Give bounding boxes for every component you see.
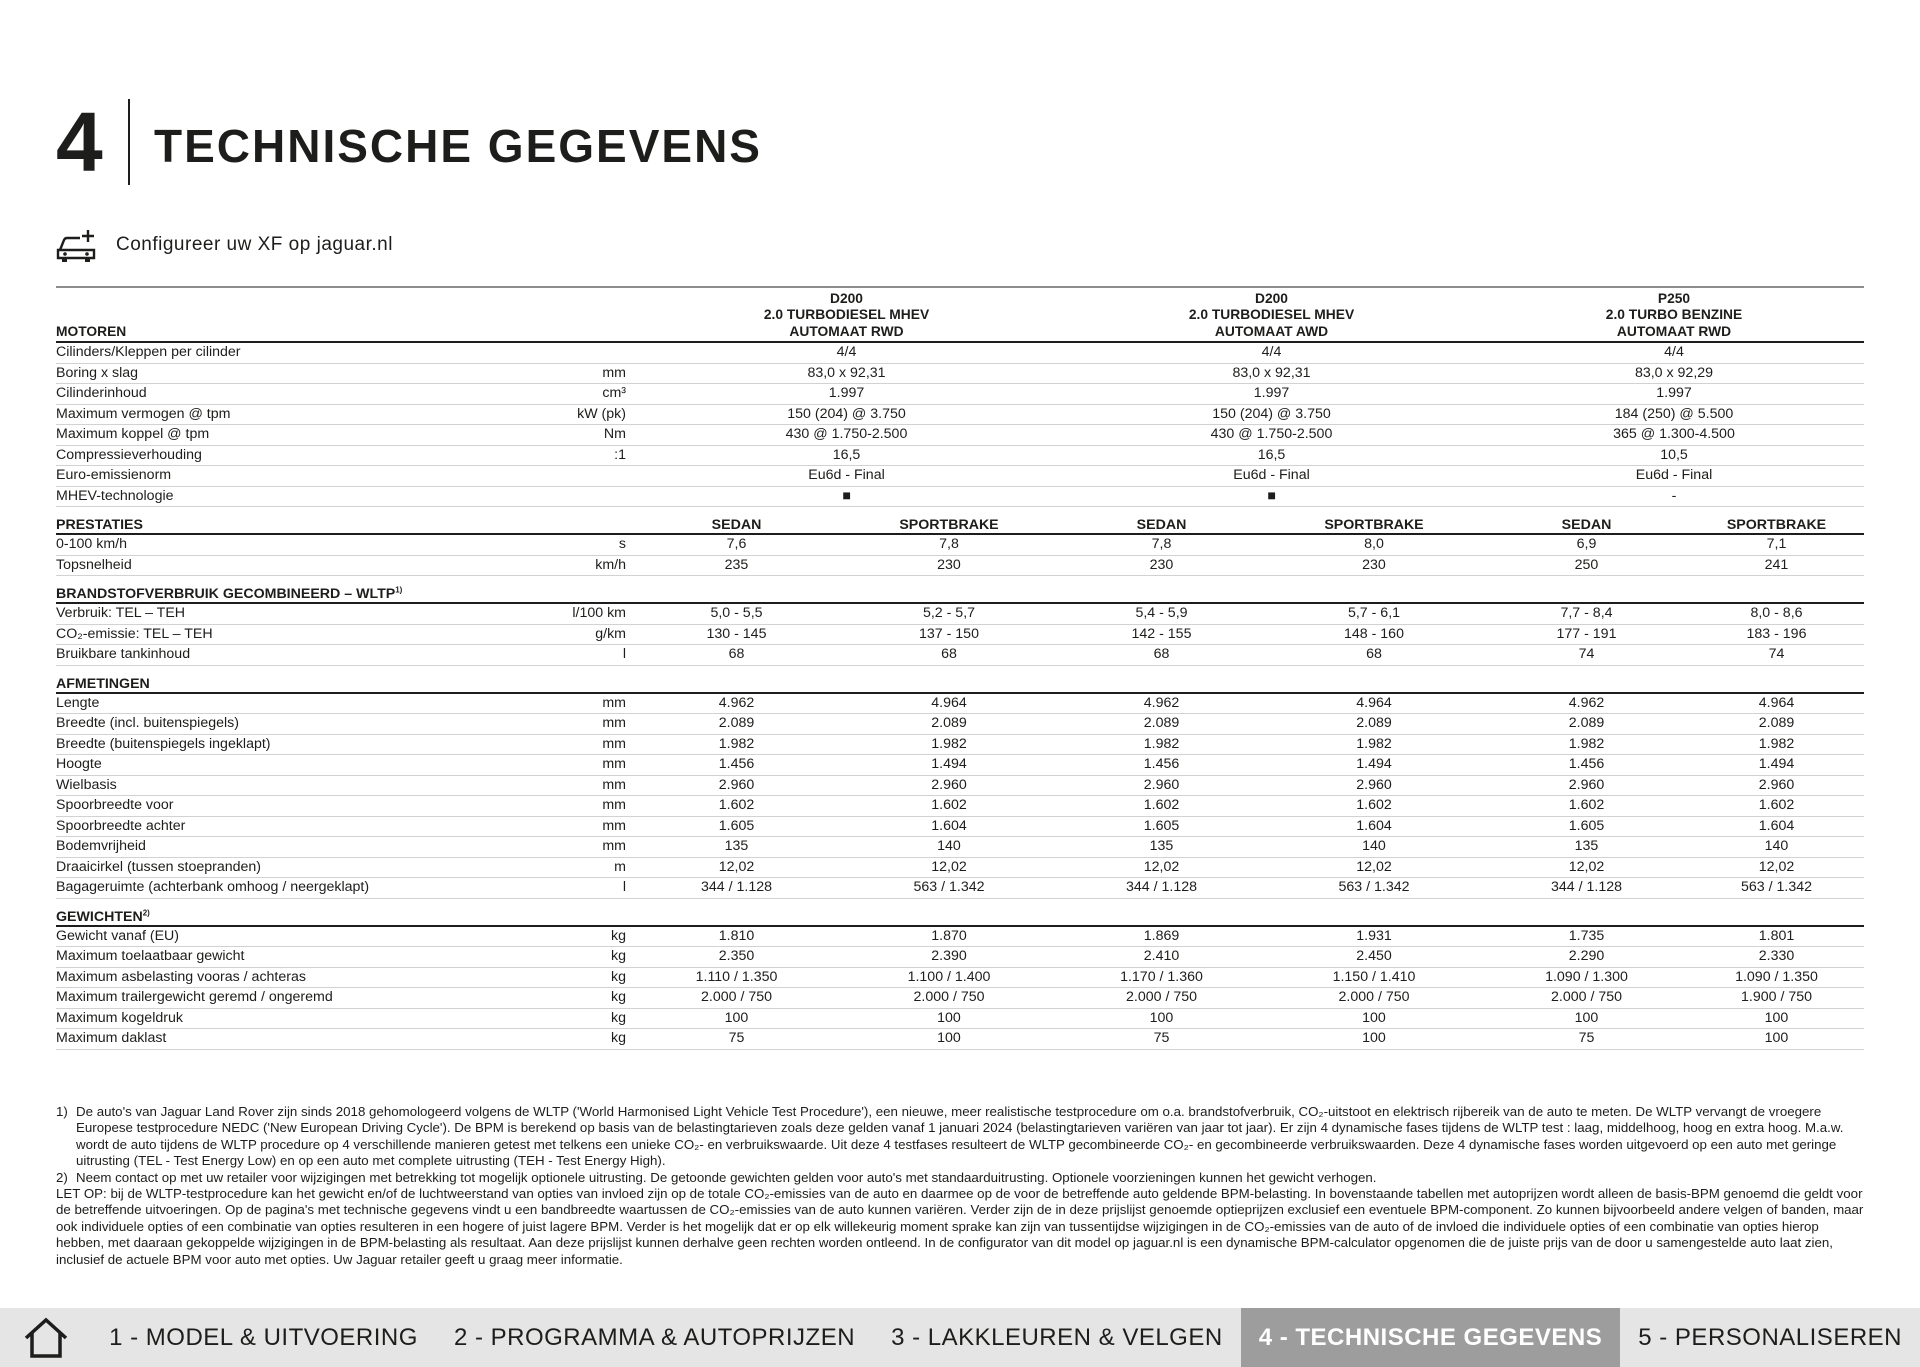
table-cell: 2.960 xyxy=(1689,775,1864,796)
table-cell: 1.931 xyxy=(1264,926,1484,947)
table-cell: 1.602 xyxy=(1689,796,1864,817)
row-unit: mm xyxy=(468,775,634,796)
body-type-header: SEDAN xyxy=(1059,507,1264,535)
table-cell: 4.962 xyxy=(1484,693,1689,714)
row-unit: mm xyxy=(468,734,634,755)
table-cell: 1.605 xyxy=(1059,816,1264,837)
row-unit: mm xyxy=(468,755,634,776)
table-cell: 4/4 xyxy=(1059,342,1484,363)
table-cell: 1.602 xyxy=(1264,796,1484,817)
table-row xyxy=(56,857,1864,878)
table-cell: 5,4 - 5,9 xyxy=(1059,603,1264,624)
table-cell: 4.964 xyxy=(1264,693,1484,714)
table-cell: 1.170 / 1.360 xyxy=(1059,967,1264,988)
table-row xyxy=(56,878,1864,899)
prestaties-header-row xyxy=(56,507,1864,535)
table-cell: 344 / 1.128 xyxy=(634,878,839,899)
table-cell: 68 xyxy=(1059,645,1264,666)
table-cell: 135 xyxy=(1484,837,1689,858)
row-unit: :1 xyxy=(468,445,634,466)
table-cell: 2.089 xyxy=(1059,714,1264,735)
engine-column-header: D200 2.0 TURBODIESEL MHEV AUTOMAAT RWD xyxy=(634,287,1059,342)
table-cell: 68 xyxy=(634,645,839,666)
table-cell: 12,02 xyxy=(1264,857,1484,878)
table-cell: 6,9 xyxy=(1484,534,1689,555)
table-cell: 148 - 160 xyxy=(1264,624,1484,645)
table-cell: 83,0 x 92,31 xyxy=(1059,363,1484,384)
row-unit: mm xyxy=(468,796,634,817)
row-unit: kg xyxy=(468,947,634,968)
table-row xyxy=(56,714,1864,735)
row-label: Cilinderinhoud xyxy=(56,384,468,405)
table-row xyxy=(56,775,1864,796)
table-cell: 2.000 / 750 xyxy=(1264,988,1484,1009)
table-cell: 1.602 xyxy=(634,796,839,817)
nav-home-button[interactable] xyxy=(0,1308,91,1367)
table-row xyxy=(56,404,1864,425)
table-cell: 8,0 xyxy=(1264,534,1484,555)
section-title-brandstof: BRANDSTOFVERBRUIK GECOMBINEERD – WLTP$^{1)}$ xyxy=(56,576,634,604)
row-label: Hoogte xyxy=(56,755,468,776)
row-label: Verbruik: TEL – TEH xyxy=(56,603,468,624)
table-row xyxy=(56,755,1864,776)
table-cell: 16,5 xyxy=(634,445,1059,466)
table-row xyxy=(56,837,1864,858)
table-row xyxy=(56,734,1864,755)
body-type-header: SPORTBRAKE xyxy=(839,507,1059,535)
table-cell: 1.997 xyxy=(1484,384,1864,405)
table-cell: 1.604 xyxy=(1264,816,1484,837)
table-cell: 100 xyxy=(1689,1029,1864,1050)
table-cell: Eu6d - Final xyxy=(1484,466,1864,487)
footnote: 1) De auto's van Jaguar Land Rover zijn sinds 2018 gehomologeerd volgens de WLTP ('World Harmonised Light Vehicle Test Procedure'), een nieuwe, meer realistische testprocedure om o.a. brandstofverbruik, CO₂-uitstoot en elektrisch rijbereik van de auto te meten. De WLTP vervangt de vroegere Europese testprocedure NEDC ('New European Driving Cycle'). De BPM is berekend op basis van de belastingtarieven zoals deze gelden vanaf 1 januari 2024 (belastingtarieven variëren van jaar tot jaar). Er zijn 4 dynamische fases tijdens de WLTP test : laag, middelhoog, hoog en extra hoog. M.a.w. wordt de auto tijdens de WLTP procedure op 4 verschillende manieren getest met telkens een unieke CO₂- en verbruikswaarde. Uit deze 4 testfases resulteert de WLTP gecombineerde CO₂- en gecombineerde verbruikswaarden. Deze 4 dynamische fases worden uitgevoerd op een auto met geringe uitrusting (TEL - Test Energy Low) en op een auto met complete uitrusting (TEH - Test Energy High). xyxy=(56,1104,1844,1169)
table-cell: 2.960 xyxy=(1484,775,1689,796)
table-cell: 2.960 xyxy=(839,775,1059,796)
table-cell: 2.960 xyxy=(1059,775,1264,796)
table-cell: 1.900 / 750 xyxy=(1689,988,1864,1009)
section-title-gewichten: GEWICHTEN$^{2)}$ xyxy=(56,898,634,926)
table-cell: 4/4 xyxy=(1484,342,1864,363)
row-unit: mm xyxy=(468,363,634,384)
row-unit: mm xyxy=(468,693,634,714)
table-cell: 2.000 / 750 xyxy=(1059,988,1264,1009)
section-title-prestaties: PRESTATIES xyxy=(56,507,468,535)
bottom-nav xyxy=(0,1308,1920,1367)
table-cell: 2.000 / 750 xyxy=(839,988,1059,1009)
table-cell: 1.090 / 1.300 xyxy=(1484,967,1689,988)
table-cell: 83,0 x 92,31 xyxy=(634,363,1059,384)
table-row xyxy=(56,555,1864,576)
table-cell: 2.089 xyxy=(1484,714,1689,735)
prestaties-section xyxy=(56,534,1864,576)
table-row xyxy=(56,988,1864,1009)
table-row xyxy=(56,1029,1864,1050)
table-cell: 7,1 xyxy=(1689,534,1864,555)
table-cell: 2.089 xyxy=(1264,714,1484,735)
table-cell: 1.605 xyxy=(1484,816,1689,837)
table-cell: 1.100 / 1.400 xyxy=(839,967,1059,988)
row-unit xyxy=(468,466,634,487)
table-cell: 100 xyxy=(839,1008,1059,1029)
table-cell: 10,5 xyxy=(1484,445,1864,466)
table-cell: 74 xyxy=(1689,645,1864,666)
row-label: Maximum kogeldruk xyxy=(56,1008,468,1029)
table-cell: 2.450 xyxy=(1264,947,1484,968)
table-row xyxy=(56,445,1864,466)
nav-item-technische-gegevens[interactable]: 4 - TECHNISCHE GEGEVENS xyxy=(1241,1308,1621,1367)
table-cell: 2.000 / 750 xyxy=(634,988,839,1009)
row-label: 0-100 km/h xyxy=(56,534,468,555)
section-title-afmetingen: AFMETINGEN xyxy=(56,665,634,693)
table-cell: 68 xyxy=(1264,645,1484,666)
home-icon xyxy=(23,1317,69,1359)
row-unit: l xyxy=(468,645,634,666)
table-cell: 241 xyxy=(1689,555,1864,576)
row-label: Boring x slag xyxy=(56,363,468,384)
table-cell: 83,0 x 92,29 xyxy=(1484,363,1864,384)
table-cell: 5,2 - 5,7 xyxy=(839,603,1059,624)
row-label: Maximum asbelasting vooras / achteras xyxy=(56,967,468,988)
table-cell: ■ xyxy=(1059,486,1484,507)
row-unit: s xyxy=(468,534,634,555)
row-label: Maximum trailergewicht geremd / ongeremd xyxy=(56,988,468,1009)
table-cell: 184 (250) @ 5.500 xyxy=(1484,404,1864,425)
row-unit: Nm xyxy=(468,425,634,446)
table-row xyxy=(56,624,1864,645)
table-row xyxy=(56,947,1864,968)
row-unit: kg xyxy=(468,926,634,947)
table-cell: 1.997 xyxy=(1059,384,1484,405)
table-cell: 100 xyxy=(1689,1008,1864,1029)
afmetingen-section xyxy=(56,693,1864,899)
table-row xyxy=(56,425,1864,446)
table-cell: 183 - 196 xyxy=(1689,624,1864,645)
table-row xyxy=(56,486,1864,507)
table-cell: 1.605 xyxy=(634,816,839,837)
table-row xyxy=(56,645,1864,666)
table-cell: 100 xyxy=(839,1029,1059,1050)
nav-item-personaliseren[interactable]: 5 - PERSONALISEREN xyxy=(1638,1323,1902,1351)
table-cell: Eu6d - Final xyxy=(1059,466,1484,487)
row-unit: cm³ xyxy=(468,384,634,405)
table-row xyxy=(56,603,1864,624)
row-label: Spoorbreedte achter xyxy=(56,816,468,837)
table-cell: 1.494 xyxy=(1689,755,1864,776)
table-cell: 75 xyxy=(1484,1029,1689,1050)
table-cell: 430 @ 1.750-2.500 xyxy=(1059,425,1484,446)
table-cell: 12,02 xyxy=(1059,857,1264,878)
configure-link[interactable] xyxy=(56,228,393,262)
row-unit: l xyxy=(468,878,634,899)
page-title: TECHNISCHE GEGEVENS xyxy=(154,120,762,172)
row-label: Gewicht vanaf (EU) xyxy=(56,926,468,947)
table-cell: 7,6 xyxy=(634,534,839,555)
engine-column-header: D200 2.0 TURBODIESEL MHEV AUTOMAAT AWD xyxy=(1059,287,1484,342)
table-row xyxy=(56,796,1864,817)
table-cell: 2.089 xyxy=(839,714,1059,735)
table-cell: 2.350 xyxy=(634,947,839,968)
table-cell: 68 xyxy=(839,645,1059,666)
gewichten-section xyxy=(56,926,1864,1050)
table-cell: 4.964 xyxy=(839,693,1059,714)
row-label: Bagageruimte (achterbank omhoog / neergeklapt) xyxy=(56,878,468,899)
table-cell: 135 xyxy=(1059,837,1264,858)
row-unit xyxy=(468,342,634,363)
table-cell: 1.870 xyxy=(839,926,1059,947)
spec-table xyxy=(56,286,1864,1050)
footnotes xyxy=(56,1104,1864,1268)
table-cell: 4.962 xyxy=(1059,693,1264,714)
body-type-header: SEDAN xyxy=(634,507,839,535)
table-cell: 177 - 191 xyxy=(1484,624,1689,645)
table-cell: 5,0 - 5,5 xyxy=(634,603,839,624)
row-label: Euro-emissienorm xyxy=(56,466,468,487)
row-label: Bodemvrijheid xyxy=(56,837,468,858)
table-cell: 430 @ 1.750-2.500 xyxy=(634,425,1059,446)
engine-header-row xyxy=(56,287,1864,342)
row-label: Compressieverhouding xyxy=(56,445,468,466)
table-cell: 1.602 xyxy=(1059,796,1264,817)
row-label: Maximum vermogen @ tpm xyxy=(56,404,468,425)
table-cell: 100 xyxy=(1484,1008,1689,1029)
row-unit: l/100 km xyxy=(468,603,634,624)
table-cell: 135 xyxy=(634,837,839,858)
table-cell: 230 xyxy=(1059,555,1264,576)
table-cell: ■ xyxy=(634,486,1059,507)
table-cell: 7,8 xyxy=(839,534,1059,555)
table-cell: 344 / 1.128 xyxy=(1059,878,1264,899)
row-label: CO₂-emissie: TEL – TEH xyxy=(56,624,468,645)
table-cell: 75 xyxy=(634,1029,839,1050)
row-label: Spoorbreedte voor xyxy=(56,796,468,817)
table-cell: 1.982 xyxy=(839,734,1059,755)
nav-item-model[interactable]: 1 - MODEL & UITVOERING xyxy=(109,1323,418,1351)
table-cell: 5,7 - 6,1 xyxy=(1264,603,1484,624)
table-cell: 12,02 xyxy=(1689,857,1864,878)
body-type-header: SPORTBRAKE xyxy=(1689,507,1864,535)
row-label: Cilinders/Kleppen per cilinder xyxy=(56,342,468,363)
table-row xyxy=(56,466,1864,487)
table-cell: 2.290 xyxy=(1484,947,1689,968)
chapter-divider xyxy=(128,99,130,185)
table-cell: 1.494 xyxy=(1264,755,1484,776)
row-unit: kg xyxy=(468,1029,634,1050)
table-row xyxy=(56,363,1864,384)
motoren-section xyxy=(56,342,1864,507)
brandstof-header-row xyxy=(56,576,1864,604)
row-unit: kW (pk) xyxy=(468,404,634,425)
table-cell: 100 xyxy=(1264,1008,1484,1029)
row-label: Draaicirkel (tussen stoepranden) xyxy=(56,857,468,878)
table-cell: 344 / 1.128 xyxy=(1484,878,1689,899)
table-cell: 563 / 1.342 xyxy=(839,878,1059,899)
row-unit: kg xyxy=(468,967,634,988)
table-cell: 2.960 xyxy=(634,775,839,796)
table-cell: 235 xyxy=(634,555,839,576)
page-header xyxy=(56,95,762,189)
table-cell: 1.604 xyxy=(1689,816,1864,837)
row-label: MHEV-technologie xyxy=(56,486,468,507)
table-cell: 1.869 xyxy=(1059,926,1264,947)
table-cell: 142 - 155 xyxy=(1059,624,1264,645)
table-cell: 2.330 xyxy=(1689,947,1864,968)
afmetingen-header-row xyxy=(56,665,1864,693)
table-row xyxy=(56,926,1864,947)
table-cell: 4.962 xyxy=(634,693,839,714)
table-cell: 1.982 xyxy=(1264,734,1484,755)
footnote: 2) Neem contact op met uw retailer voor wijzigingen met betrekking tot mogelijk optionele uitrusting. De getoonde gewichten gelden voor auto's met standaarduitrusting. Optionele voorzieningen kunnen het gewicht verhogen. xyxy=(56,1169,1377,1185)
table-cell: 1.602 xyxy=(1484,796,1689,817)
table-cell: 8,0 - 8,6 xyxy=(1689,603,1864,624)
table-cell: 2.390 xyxy=(839,947,1059,968)
table-cell: 1.456 xyxy=(1059,755,1264,776)
table-row xyxy=(56,816,1864,837)
table-cell: 100 xyxy=(634,1008,839,1029)
row-unit: mm xyxy=(468,837,634,858)
row-unit: km/h xyxy=(468,555,634,576)
body-type-header: SPORTBRAKE xyxy=(1264,507,1484,535)
row-label: Bruikbare tankinhoud xyxy=(56,645,468,666)
table-cell: 1.456 xyxy=(634,755,839,776)
row-unit: mm xyxy=(468,714,634,735)
row-unit: kg xyxy=(468,988,634,1009)
row-label: Wielbasis xyxy=(56,775,468,796)
table-cell: 130 - 145 xyxy=(634,624,839,645)
table-cell: 7,7 - 8,4 xyxy=(1484,603,1689,624)
table-cell: Eu6d - Final xyxy=(634,466,1059,487)
table-cell: 2.000 / 750 xyxy=(1484,988,1689,1009)
row-unit xyxy=(468,486,634,507)
engine-column-header: P250 2.0 TURBO BENZINE AUTOMAAT RWD xyxy=(1484,287,1864,342)
table-cell: 1.982 xyxy=(1484,734,1689,755)
table-cell: 100 xyxy=(1264,1029,1484,1050)
table-cell: 1.090 / 1.350 xyxy=(1689,967,1864,988)
table-cell: 12,02 xyxy=(839,857,1059,878)
table-cell: 1.456 xyxy=(1484,755,1689,776)
table-cell: 12,02 xyxy=(634,857,839,878)
gewichten-header-row xyxy=(56,898,1864,926)
table-row xyxy=(56,342,1864,363)
table-cell: 137 - 150 xyxy=(839,624,1059,645)
table-cell: 2.089 xyxy=(1689,714,1864,735)
table-cell: 12,02 xyxy=(1484,857,1689,878)
table-cell: 1.494 xyxy=(839,755,1059,776)
table-cell: 4/4 xyxy=(634,342,1059,363)
bpm-note: LET OP: bij de WLTP-testprocedure kan het gewicht en/of de luchtweerstand van opties van invloed zijn op de totale CO₂-emissies van de auto en daarmee op de voor de betreffende auto geldende BPM-belasting. In bovenstaande tabellen met autoprijzen wordt alleen de basis-BPM genoemd die geldt voor de betreffende uitvoeringen. Op de pagina's met technische gegevens vindt u een bandbreedte waartussen de CO₂-emissies van de auto kunnen variëren. Verder zijn de in deze prijslijst genoemde optieprijzen exclusief een eventuele BPM-component. Zo kunnen bijvoorbeeld andere velgen of banden, maar ook individuele opties of een combinatie van opties resulteren in een hogere of juist lagere BPM. Verder is het mogelijk dat er op elk willekeurig moment sprake kan zijn van tussentijdse wijzigingen in de CO₂-emissies van de auto of de invloed die individuele opties of een combinatie van opties hierop hebben, met daaraan gekoppelde wijzigingen in de BPM-belasting als resultaat. Aan deze prijslijst kunnen derhalve geen rechten worden ontleend. In de configurator van dit model op jaguar.nl is een dynamische BPM-calculator opgenomen die de juiste prijs van de door u samengestelde auto laat zien, inclusief de actuele BPM voor auto met opties. Uw Jaguar retailer geeft u graag meer informatie. xyxy=(56,1186,1864,1267)
nav-item-programma[interactable]: 2 - PROGRAMMA & AUTOPRIJZEN xyxy=(453,1323,856,1351)
chapter-number: 4 xyxy=(56,95,103,189)
table-cell: 1.997 xyxy=(634,384,1059,405)
car-configure-icon xyxy=(56,228,98,262)
table-cell: 1.602 xyxy=(839,796,1059,817)
row-label: Maximum koppel @ tpm xyxy=(56,425,468,446)
table-cell: 150 (204) @ 3.750 xyxy=(634,404,1059,425)
table-cell: 1.604 xyxy=(839,816,1059,837)
row-label: Breedte (buitenspiegels ingeklapt) xyxy=(56,734,468,755)
table-cell: 1.110 / 1.350 xyxy=(634,967,839,988)
spec-table-wrapper xyxy=(56,286,1864,1050)
table-cell: 1.982 xyxy=(1059,734,1264,755)
row-unit: g/km xyxy=(468,624,634,645)
row-label: Maximum daklast xyxy=(56,1029,468,1050)
table-cell: 150 (204) @ 3.750 xyxy=(1059,404,1484,425)
table-cell: 7,8 xyxy=(1059,534,1264,555)
table-cell: 1.982 xyxy=(634,734,839,755)
table-cell: 140 xyxy=(1264,837,1484,858)
table-row xyxy=(56,693,1864,714)
row-label: Lengte xyxy=(56,693,468,714)
table-cell: 75 xyxy=(1059,1029,1264,1050)
table-cell: 1.810 xyxy=(634,926,839,947)
table-cell: 250 xyxy=(1484,555,1689,576)
table-cell: 563 / 1.342 xyxy=(1264,878,1484,899)
table-cell: 230 xyxy=(839,555,1059,576)
table-cell: 4.964 xyxy=(1689,693,1864,714)
row-label: Breedte (incl. buitenspiegels) xyxy=(56,714,468,735)
section-title-motoren: MOTOREN xyxy=(56,287,468,342)
table-cell: - xyxy=(1484,486,1864,507)
body-type-header: SEDAN xyxy=(1484,507,1689,535)
table-row xyxy=(56,1008,1864,1029)
row-label: Maximum toelaatbaar gewicht xyxy=(56,947,468,968)
table-cell: 2.089 xyxy=(634,714,839,735)
row-unit: m xyxy=(468,857,634,878)
table-row xyxy=(56,534,1864,555)
brandstof-section xyxy=(56,603,1864,665)
row-unit: mm xyxy=(468,816,634,837)
nav-item-lakkleuren[interactable]: 3 - LAKKLEUREN & VELGEN xyxy=(891,1323,1223,1351)
table-cell: 563 / 1.342 xyxy=(1689,878,1864,899)
table-row xyxy=(56,967,1864,988)
row-label: Topsnelheid xyxy=(56,555,468,576)
table-cell: 1.735 xyxy=(1484,926,1689,947)
table-cell: 16,5 xyxy=(1059,445,1484,466)
table-cell: 140 xyxy=(839,837,1059,858)
table-cell: 100 xyxy=(1059,1008,1264,1029)
configure-link-text[interactable]: Configureer uw XF op jaguar.nl xyxy=(116,234,393,255)
table-cell: 2.410 xyxy=(1059,947,1264,968)
table-cell: 365 @ 1.300-4.500 xyxy=(1484,425,1864,446)
table-cell: 1.801 xyxy=(1689,926,1864,947)
table-cell: 230 xyxy=(1264,555,1484,576)
table-cell: 1.982 xyxy=(1689,734,1864,755)
table-cell: 74 xyxy=(1484,645,1689,666)
table-cell: 2.960 xyxy=(1264,775,1484,796)
table-cell: 1.150 / 1.410 xyxy=(1264,967,1484,988)
table-row xyxy=(56,384,1864,405)
table-cell: 140 xyxy=(1689,837,1864,858)
row-unit: kg xyxy=(468,1008,634,1029)
